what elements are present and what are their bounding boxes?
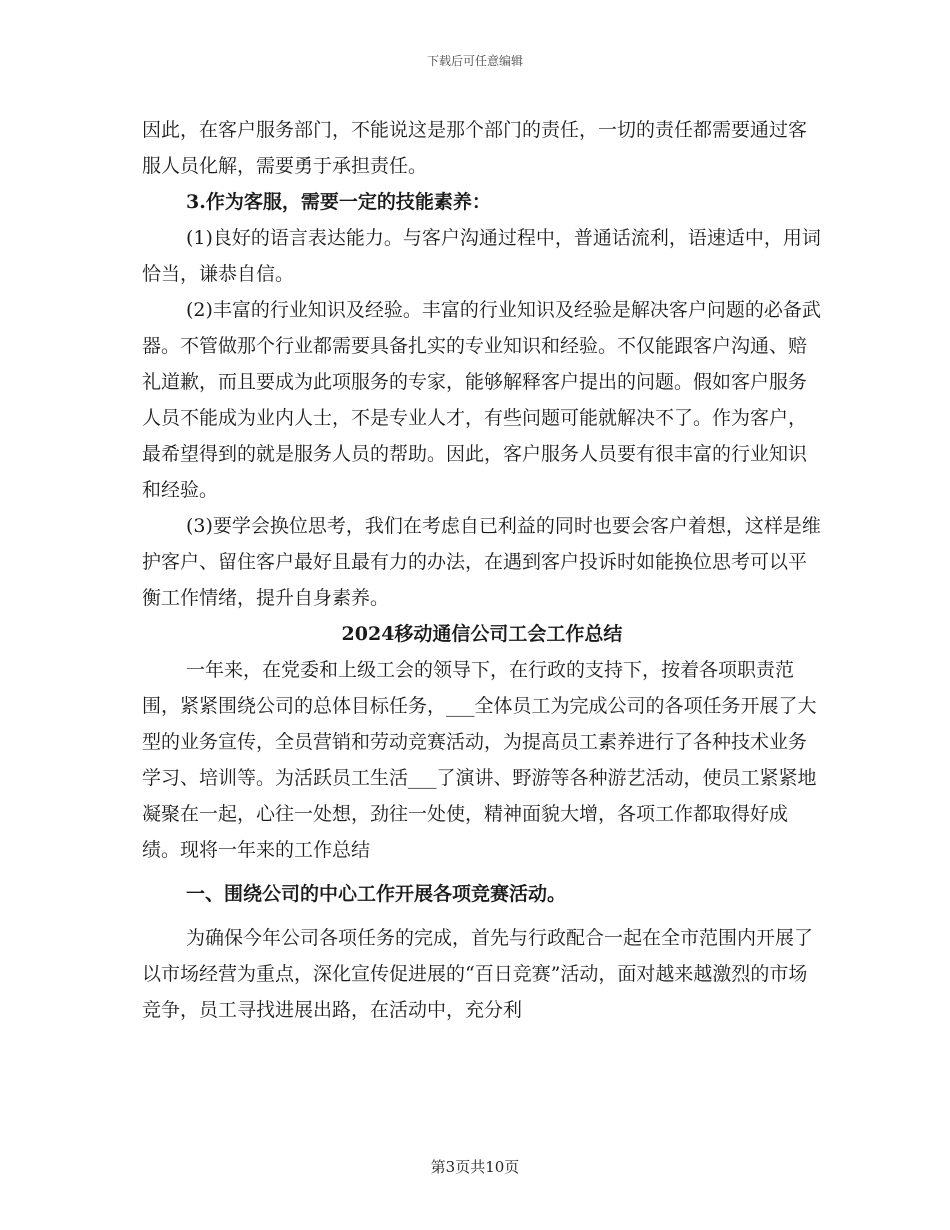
paragraph: (3)要学会换位思考，我们在考虑自已利益的同时也要会客户着想，这样是维护客户、留住客户最好且最有力的办法，在遇到客户投诉时如能换位思考可以平衡工作情绪，提升自身素养。 — [142, 515, 821, 609]
page-header: 下载后可任意编辑 — [426, 54, 523, 68]
paragraph: 一年来，在党委和上级工会的领导下，在行政的支持下，按着各项职责范围，紧紧围绕公司的总体目标任务，___全体员工为完成公司的各项任务开展了大型的业务宣传，全员营销和劳动竞赛活动，为提高员工素养进行了各种技术业务学习、培训等。为活跃员工生活___了演讲、野游等各种游艺活动，使员工紧紧地凝聚在一起，心往一处想，劲往一处使，精神面貌大增，各项工作都取得好成绩。现将一年来的工作总结 — [142, 659, 817, 861]
paragraph: 因此，在客户服务部门，不能说这是那个部门的责任，一切的责任都需要通过客服人员化解，需要勇于承担责任。 — [142, 119, 808, 177]
paragraph: (1)良好的语言表达能力。与客户沟通过程中，普通话流利，语速适中，用词恰当，谦恭自信。 — [142, 227, 821, 285]
section-heading: 一、围绕公司的中心工作开展各项竞赛活动。 — [186, 883, 567, 905]
section-heading: 3.作为客服，需要一定的技能素养： — [186, 191, 491, 213]
document-title: 2024移动通信公司工会工作总结 — [341, 623, 623, 645]
paragraph: (2)丰富的行业知识及经验。丰富的行业知识及经验是解决客户问题的必备武器。不管做那个行业都需要具备扎实的专业知识和经验。不仅能跟客户沟通、赔礼道歉，而且要成为此项服务的专家，能够解释客户提出的问题。假如客户服务人员不能成为业内人士，不是专业人才，有些问题可能就解决不了。作为客户，最希望得到的就是服务人员的帮助。因此，客户服务人员要有很丰富的行业知识和经验。 — [142, 299, 821, 501]
document-body — [142, 112, 822, 1028]
paragraph: 为确保今年公司各项任务的完成，首先与行政配合一起在全市范围内开展了以市场经营为重点，深化宣传促进展的“百日竞赛”活动，面对越来越激烈的市场竞争，员工寻找进展出路，在活动中，充分利 — [142, 927, 814, 1021]
page-number: 第3页共10页 — [430, 1158, 520, 1176]
